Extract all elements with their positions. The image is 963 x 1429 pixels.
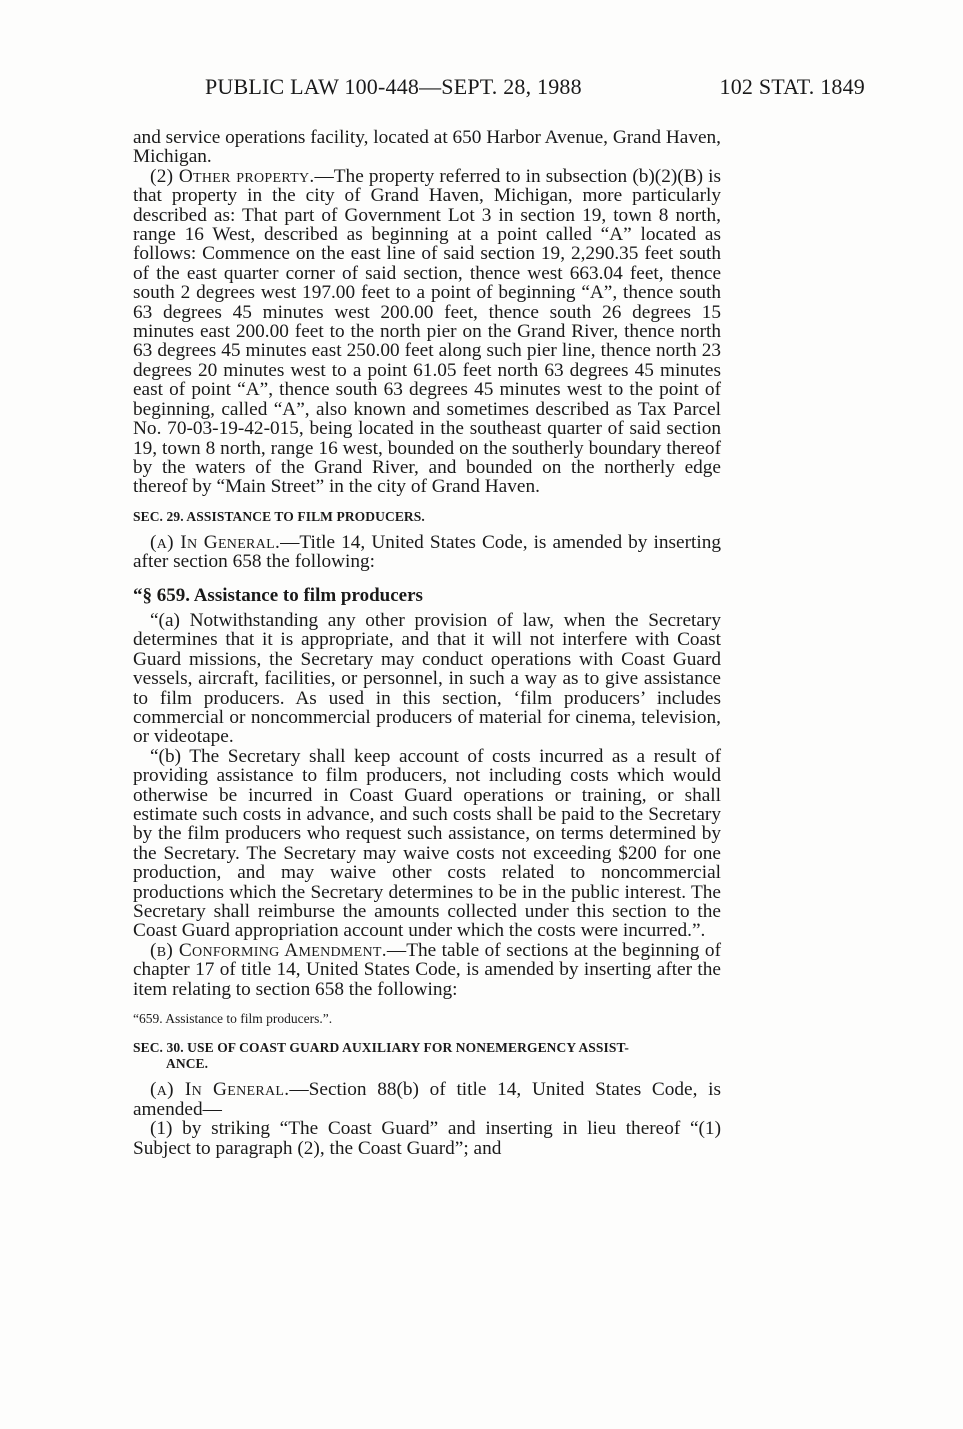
toc-entry-659: “659. Assistance to film producers.”. (133, 1011, 333, 1027)
sec30-a-label: (a) In General. (150, 1079, 290, 1101)
paragraph-sec29-b (133, 941, 721, 999)
other-property-label: (2) Other property. (150, 165, 315, 187)
paragraph-659-a: “(a) Notwithstanding any other provision of law, when the Secretary determines that it is appropriate, and that it will not interfere with Coast Guard missions, the Secretary may conduct operations with Coast Guard vessels, aircraft, facilities, or personnel, in such a way as to give assistance to film producers. As used in this section, ‘film producers’ includes commercial or noncommercial producers of material for cinema, television, or videotape. (133, 609, 721, 748)
paragraph-other-property (133, 167, 721, 497)
document-body (133, 128, 721, 1158)
section-659-title: “§ 659. Assistance to film producers (133, 584, 423, 606)
paragraph-659-b: “(b) The Secretary shall keep account of costs incurred as a result of providing assistance to film producers, not including costs which would otherwise be incurred in Coast Guard operations or training, or shall estimate such costs in advance, and such costs shall be paid to the Secretary by the film producers who request such assistance, on terms determined by the Secretary. The Secretary may waive costs not exceeding $200 for one production, and may waive other costs related to noncommercial productions which the Secretary determines to be in the public interest. The Secretary shall reimburse the amounts collected under this section to the Coast Guard appropriation account under which the costs were incurred.”. (133, 745, 721, 942)
other-property-text: —The property referred to in subsection (b)(2)(B) is that property in the city of Grand Haven, Michigan, more particularly described as: That part of Government Lot 3 in section 19, town 8 north, range 16 West, described as beginning at a point called “A” located as follows: Commence on the east line of said section 19, 2,290.35 feet south of the east quarter corner of said section, thence west 663.04 feet, thence south 2 degrees west 197.00 feet to a point of beginning “A”, thence south 63 degrees 45 minutes west 200.00 feet, thence south 26 degrees 15 minutes east 200.00 feet to the north pier on the Grand River, thence north 63 degrees 45 minutes east 250.00 feet along such pier line, thence north 23 degrees 20 minutes west to a point 61.05 feet north 63 degrees 45 minutes east of point “A”, thence south 63 degrees 45 minutes west to the point of beginning, called “A”, also known and sometimes described as Tax Parcel No. 70-03-19-42-015, being located in the southeast quarter of said section 19, town 8 north, range 16 west, bounded on the southerly boundary thereof by the waters of the Grand River, and bounded on the northerly edge thereof by “Main Street” in the city of Grand Haven. (133, 165, 721, 498)
sec29-a-text: —Title 14, United States Code, is amended by inserting after section 658 the following: (133, 531, 721, 573)
header-stat-page: 102 STAT. 1849 (719, 74, 865, 99)
sec-30-heading-line1: SEC. 30. USE OF COAST GUARD AUXILIARY FOR NONEMERGENCY ASSIST- (133, 1040, 629, 1056)
sec-30-heading (133, 1040, 721, 1072)
sec30-a-text: —Section 88(b) of title 14, United States Code, is amended— (133, 1079, 721, 1120)
sec-29-heading: SEC. 29. ASSISTANCE TO FILM PRODUCERS. (133, 508, 425, 524)
sec-30-heading-line2: ANCE. (166, 1056, 209, 1072)
header-public-law: PUBLIC LAW 100-448—SEPT. 28, 1988 (205, 74, 582, 99)
paragraph-sec29-a (133, 533, 721, 572)
paragraph-sec30-a-1: (1) by striking “The Coast Guard” and inserting in lieu thereof “(1) Subject to paragraph (2), the Coast Guard”; and (133, 1118, 721, 1159)
sec29-b-text: —The table of sections at the beginning of chapter 17 of title 14, United States Code, is amended by inserting after the item relating to section 658 the following: (133, 939, 721, 1000)
paragraph-facility-location: and service operations facility, located at 650 Harbor Avenue, Grand Haven, Michigan. (133, 127, 721, 168)
paragraph-sec30-a (133, 1080, 721, 1119)
sec29-a-label: (a) In General. (150, 531, 281, 553)
sec29-b-label: (b) Conforming Amendment. (150, 939, 387, 961)
